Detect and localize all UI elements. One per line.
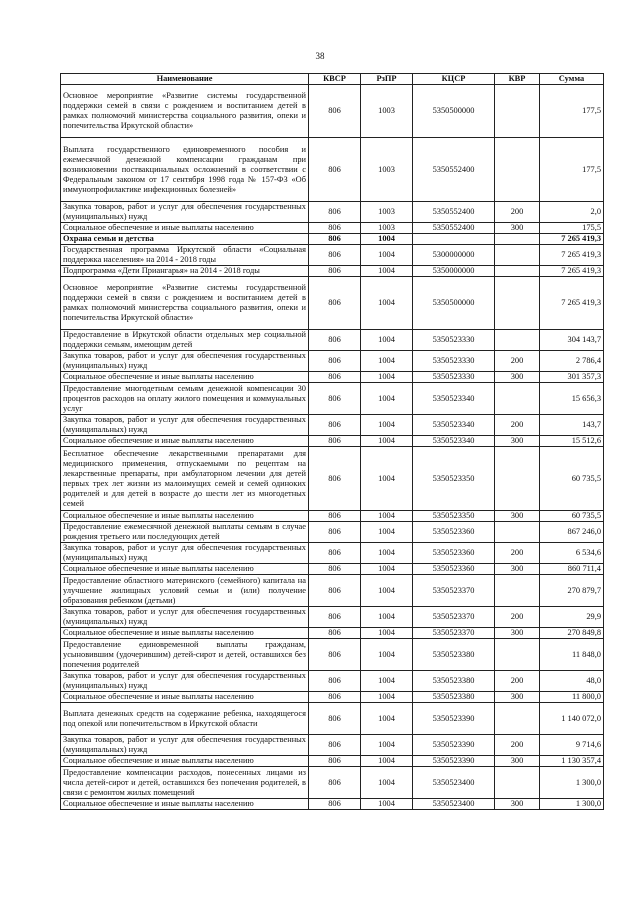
cell-rzpr: 1004	[361, 234, 413, 245]
table-row	[61, 330, 604, 351]
table-row	[61, 799, 604, 810]
cell-name: Социальное обеспечение и иные выплаты населению	[61, 799, 309, 810]
cell-kvr	[495, 767, 540, 799]
table-row	[61, 415, 604, 436]
cell-rzpr: 1004	[361, 703, 413, 735]
table-row	[61, 234, 604, 245]
cell-name: Социальное обеспечение и иные выплаты населению	[61, 564, 309, 575]
cell-kvr: 300	[495, 692, 540, 703]
table-row	[61, 436, 604, 447]
cell-kcsr: 5350552400	[413, 223, 495, 234]
cell-sum: 2 786,4	[540, 351, 604, 372]
cell-sum: 1 300,0	[540, 799, 604, 810]
cell-kcsr: 5350523330	[413, 330, 495, 351]
table-row	[61, 607, 604, 628]
cell-sum: 15 512,6	[540, 436, 604, 447]
cell-sum: 1 300,0	[540, 767, 604, 799]
cell-rzpr: 1004	[361, 564, 413, 575]
cell-kvsr: 806	[309, 767, 361, 799]
table-row	[61, 639, 604, 671]
cell-kvr	[495, 383, 540, 415]
cell-sum: 1 140 072,0	[540, 703, 604, 735]
table-row	[61, 202, 604, 223]
cell-kvr	[495, 330, 540, 351]
cell-kvsr: 806	[309, 202, 361, 223]
cell-rzpr: 1004	[361, 671, 413, 692]
table-row	[61, 564, 604, 575]
cell-kvsr: 806	[309, 692, 361, 703]
cell-kvsr: 806	[309, 447, 361, 511]
cell-name: Социальное обеспечение и иные выплаты населению	[61, 223, 309, 234]
cell-kcsr: 5350523340	[413, 383, 495, 415]
cell-kvr: 200	[495, 202, 540, 223]
cell-kcsr: 5350523350	[413, 511, 495, 522]
cell-sum: 860 711,4	[540, 564, 604, 575]
budget-table	[60, 73, 604, 810]
cell-name: Предоставление областного материнского (семейного) капитала на улучшение жилищных условий семьи и (или) получение образования ребенком (детьми)	[61, 575, 309, 607]
cell-sum: 867 246,0	[540, 522, 604, 543]
cell-name: Государственная программа Иркутской области «Социальная поддержка населения» на 2014 - 2018 годы	[61, 245, 309, 266]
cell-sum: 9 714,6	[540, 735, 604, 756]
table-row	[61, 383, 604, 415]
cell-rzpr: 1004	[361, 351, 413, 372]
cell-kvr: 200	[495, 351, 540, 372]
cell-kvsr: 806	[309, 277, 361, 330]
cell-name: Социальное обеспечение и иные выплаты населению	[61, 511, 309, 522]
table-row	[61, 511, 604, 522]
cell-kcsr: 5350523360	[413, 564, 495, 575]
cell-kvr	[495, 703, 540, 735]
cell-rzpr: 1004	[361, 522, 413, 543]
cell-kvsr: 806	[309, 703, 361, 735]
cell-rzpr: 1004	[361, 447, 413, 511]
table-body	[61, 85, 604, 810]
cell-rzpr: 1003	[361, 223, 413, 234]
cell-rzpr: 1004	[361, 543, 413, 564]
cell-kcsr: 5350500000	[413, 277, 495, 330]
cell-rzpr: 1004	[361, 799, 413, 810]
header-rzpr: РзПР	[361, 74, 413, 85]
cell-rzpr: 1004	[361, 735, 413, 756]
cell-kcsr: 5350523360	[413, 522, 495, 543]
table-row	[61, 277, 604, 330]
cell-rzpr: 1004	[361, 767, 413, 799]
cell-kvsr: 806	[309, 351, 361, 372]
cell-kvsr: 806	[309, 799, 361, 810]
cell-kvr: 300	[495, 372, 540, 383]
cell-sum: 48,0	[540, 671, 604, 692]
header-sum: Сумма	[540, 74, 604, 85]
table-row	[61, 767, 604, 799]
cell-kvr: 300	[495, 799, 540, 810]
cell-kvsr: 806	[309, 564, 361, 575]
cell-rzpr: 1004	[361, 245, 413, 266]
cell-rzpr: 1004	[361, 575, 413, 607]
cell-rzpr: 1004	[361, 607, 413, 628]
cell-kvr	[495, 575, 540, 607]
cell-rzpr: 1004	[361, 330, 413, 351]
cell-kcsr: 5350523380	[413, 639, 495, 671]
cell-sum: 7 265 419,3	[540, 277, 604, 330]
cell-rzpr: 1004	[361, 436, 413, 447]
cell-kvr	[495, 447, 540, 511]
page-number: 38	[315, 51, 325, 61]
cell-kvr	[495, 85, 540, 138]
cell-sum: 304 143,7	[540, 330, 604, 351]
cell-kvsr: 806	[309, 138, 361, 202]
cell-name: Выплата денежных средств на содержание ребенка, находящегося под опекой или попечительством в Иркутской области	[61, 703, 309, 735]
header-kvr: КВР	[495, 74, 540, 85]
cell-name: Социальное обеспечение и иные выплаты населению	[61, 628, 309, 639]
cell-kcsr: 5350523360	[413, 543, 495, 564]
cell-rzpr: 1004	[361, 277, 413, 330]
cell-kcsr: 5300000000	[413, 245, 495, 266]
cell-rzpr: 1004	[361, 415, 413, 436]
table-row	[61, 543, 604, 564]
cell-kcsr: 5350523390	[413, 756, 495, 767]
cell-kvr: 300	[495, 756, 540, 767]
cell-rzpr: 1004	[361, 266, 413, 277]
cell-name: Закупка товаров, работ и услуг для обеспечения государственных (муниципальных) нужд	[61, 543, 309, 564]
table-row	[61, 223, 604, 234]
cell-rzpr: 1004	[361, 756, 413, 767]
table-row	[61, 735, 604, 756]
cell-kvsr: 806	[309, 266, 361, 277]
cell-sum: 1 130 357,4	[540, 756, 604, 767]
cell-kcsr: 5350523370	[413, 575, 495, 607]
cell-kvr: 200	[495, 671, 540, 692]
cell-kvsr: 806	[309, 607, 361, 628]
cell-sum: 7 265 419,3	[540, 266, 604, 277]
cell-kvsr: 806	[309, 234, 361, 245]
cell-name: Предоставление многодетным семьям денежной компенсации 30 процентов расходов на оплату жилого помещения и коммунальных услуг	[61, 383, 309, 415]
cell-name: Охрана семьи и детства	[61, 234, 309, 245]
cell-kvsr: 806	[309, 756, 361, 767]
cell-kvr: 200	[495, 735, 540, 756]
table-row	[61, 372, 604, 383]
cell-sum: 177,5	[540, 85, 604, 138]
cell-name: Закупка товаров, работ и услуг для обеспечения государственных (муниципальных) нужд	[61, 415, 309, 436]
cell-name: Закупка товаров, работ и услуг для обеспечения государственных (муниципальных) нужд	[61, 607, 309, 628]
cell-kcsr: 5350523370	[413, 628, 495, 639]
cell-kvsr: 806	[309, 245, 361, 266]
table-row	[61, 575, 604, 607]
cell-kcsr: 5350523330	[413, 372, 495, 383]
cell-kvsr: 806	[309, 522, 361, 543]
cell-kvsr: 806	[309, 543, 361, 564]
table-row	[61, 756, 604, 767]
cell-kvsr: 806	[309, 223, 361, 234]
table-row	[61, 85, 604, 138]
cell-name: Основное мероприятие «Развитие системы государственной поддержки семей в связи с рождением и воспитанием детей в рамках полномочий министерства социального развития, опеки и попечительства Иркутской области»	[61, 277, 309, 330]
cell-rzpr: 1003	[361, 202, 413, 223]
cell-kvr	[495, 266, 540, 277]
cell-kcsr	[413, 234, 495, 245]
table-row	[61, 351, 604, 372]
header-kvsr: КВСР	[309, 74, 361, 85]
cell-rzpr: 1004	[361, 383, 413, 415]
table-row	[61, 522, 604, 543]
cell-name: Социальное обеспечение и иные выплаты населению	[61, 372, 309, 383]
table-row	[61, 703, 604, 735]
cell-name: Закупка товаров, работ и услуг для обеспечения государственных (муниципальных) нужд	[61, 351, 309, 372]
table-row	[61, 245, 604, 266]
table-row	[61, 628, 604, 639]
table-row	[61, 447, 604, 511]
cell-kcsr: 5350523370	[413, 607, 495, 628]
cell-sum: 60 735,5	[540, 447, 604, 511]
cell-name: Предоставление ежемесячной денежной выплаты семьям в случае рождения третьего или последующих детей	[61, 522, 309, 543]
cell-kvr: 300	[495, 564, 540, 575]
cell-name: Закупка товаров, работ и услуг для обеспечения государственных (муниципальных) нужд	[61, 671, 309, 692]
cell-sum: 270 879,7	[540, 575, 604, 607]
cell-kcsr: 5350523400	[413, 767, 495, 799]
cell-rzpr: 1004	[361, 372, 413, 383]
table-row	[61, 692, 604, 703]
cell-kcsr: 5350523380	[413, 671, 495, 692]
cell-name: Социальное обеспечение и иные выплаты населению	[61, 692, 309, 703]
cell-sum: 11 848,0	[540, 639, 604, 671]
cell-kcsr: 5350552400	[413, 138, 495, 202]
cell-sum: 7 265 419,3	[540, 234, 604, 245]
cell-kvr: 300	[495, 436, 540, 447]
cell-name: Бесплатное обеспечение лекарственными препаратами для медицинского применения, отпускаемыми по рецептам на лекарственные препараты, при амбулаторном лечении для детей первых трех лет жизни из малоимущих семей и семей одиноких родителей и для детей в возрасте до шести лет из многодетных семей	[61, 447, 309, 511]
cell-sum: 7 265 419,3	[540, 245, 604, 266]
table-row	[61, 266, 604, 277]
cell-kvsr: 806	[309, 639, 361, 671]
cell-kcsr: 5350523380	[413, 692, 495, 703]
cell-rzpr: 1004	[361, 628, 413, 639]
cell-name: Социальное обеспечение и иные выплаты населению	[61, 436, 309, 447]
table-row	[61, 138, 604, 202]
cell-sum: 2,0	[540, 202, 604, 223]
cell-kvsr: 806	[309, 383, 361, 415]
cell-sum: 270 849,8	[540, 628, 604, 639]
cell-name: Закупка товаров, работ и услуг для обеспечения государственных (муниципальных) нужд	[61, 735, 309, 756]
cell-kvr: 200	[495, 543, 540, 564]
cell-kvsr: 806	[309, 85, 361, 138]
cell-sum: 175,5	[540, 223, 604, 234]
cell-name: Предоставление компенсации расходов, понесенных лицами из числа детей-сирот и детей, оставшихся без попечения родителей, в связи с ремонтом жилых помещений	[61, 767, 309, 799]
cell-kvsr: 806	[309, 575, 361, 607]
cell-kcsr: 5350523350	[413, 447, 495, 511]
cell-kcsr: 5350523330	[413, 351, 495, 372]
table-header-row	[61, 74, 604, 85]
cell-kcsr: 5350500000	[413, 85, 495, 138]
cell-name: Закупка товаров, работ и услуг для обеспечения государственных (муниципальных) нужд	[61, 202, 309, 223]
cell-kvsr: 806	[309, 671, 361, 692]
cell-kvsr: 806	[309, 372, 361, 383]
cell-sum: 11 800,0	[540, 692, 604, 703]
cell-kcsr: 5350523340	[413, 415, 495, 436]
header-kcsr: КЦСР	[413, 74, 495, 85]
cell-sum: 177,5	[540, 138, 604, 202]
cell-name: Предоставление единовременной выплаты гражданам, усыновившим (удочерившим) детей-сирот и детей, оставшихся без попечения родителей	[61, 639, 309, 671]
cell-kcsr: 5350552400	[413, 202, 495, 223]
cell-name: Основное мероприятие «Развитие системы государственной поддержки семей в связи с рождением и воспитанием детей в рамках полномочий министерства социального развития, опеки и попечительства Иркутской области»	[61, 85, 309, 138]
cell-name: Предоставление в Иркутской области отдельных мер социальной поддержки семьям, имеющим детей	[61, 330, 309, 351]
cell-kcsr: 5350523390	[413, 703, 495, 735]
cell-kvr: 300	[495, 511, 540, 522]
cell-sum: 143,7	[540, 415, 604, 436]
cell-rzpr: 1004	[361, 692, 413, 703]
cell-kvr	[495, 522, 540, 543]
cell-sum: 29,9	[540, 607, 604, 628]
cell-kvsr: 806	[309, 628, 361, 639]
cell-kvsr: 806	[309, 436, 361, 447]
cell-sum: 60 735,5	[540, 511, 604, 522]
cell-sum: 6 534,6	[540, 543, 604, 564]
header-name: Наименование	[61, 74, 309, 85]
cell-name: Выплата государственного единовременного пособия и ежемесячной денежной компенсации гражданам при возникновении поствакцинальных осложнений в соответствии с Федеральным законом от 17 сентября 1998 года № 157-ФЗ «Об иммунопрофилактике инфекционных болезней»	[61, 138, 309, 202]
cell-rzpr: 1003	[361, 85, 413, 138]
cell-kvsr: 806	[309, 511, 361, 522]
cell-rzpr: 1004	[361, 639, 413, 671]
cell-name: Социальное обеспечение и иные выплаты населению	[61, 756, 309, 767]
cell-kvsr: 806	[309, 415, 361, 436]
cell-kcsr: 5350000000	[413, 266, 495, 277]
cell-kvr	[495, 245, 540, 266]
table-row	[61, 671, 604, 692]
cell-sum: 301 357,3	[540, 372, 604, 383]
cell-kvr: 200	[495, 415, 540, 436]
cell-kvr	[495, 277, 540, 330]
cell-kvsr: 806	[309, 735, 361, 756]
cell-kvr	[495, 234, 540, 245]
cell-sum: 15 656,3	[540, 383, 604, 415]
cell-rzpr: 1003	[361, 138, 413, 202]
cell-kvr: 300	[495, 223, 540, 234]
cell-kvr	[495, 639, 540, 671]
cell-kcsr: 5350523340	[413, 436, 495, 447]
cell-kvr: 200	[495, 607, 540, 628]
cell-rzpr: 1004	[361, 511, 413, 522]
cell-name: Подпрограмма «Дети Приангарья» на 2014 - 2018 годы	[61, 266, 309, 277]
cell-kcsr: 5350523400	[413, 799, 495, 810]
cell-kvr	[495, 138, 540, 202]
cell-kvr: 300	[495, 628, 540, 639]
cell-kvsr: 806	[309, 330, 361, 351]
cell-kcsr: 5350523390	[413, 735, 495, 756]
